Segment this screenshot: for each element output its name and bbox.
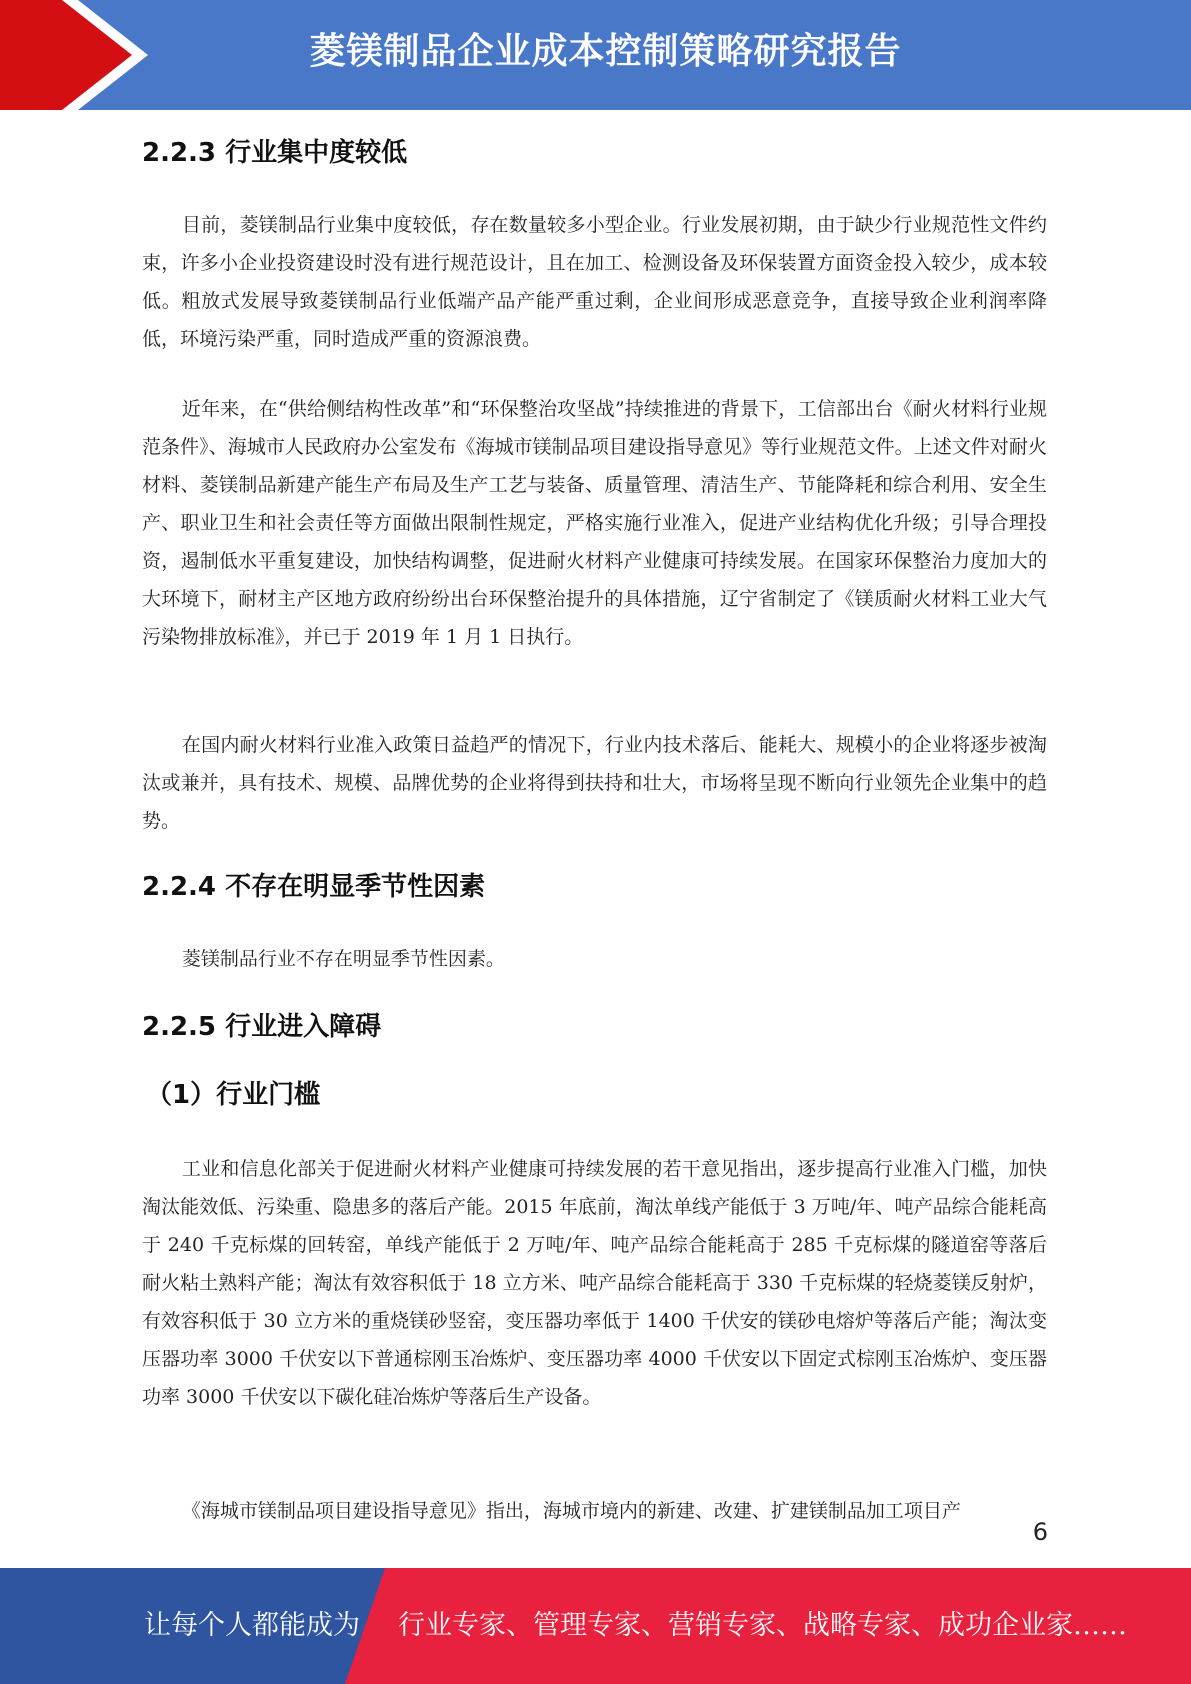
page-number: 6 bbox=[1032, 1518, 1048, 1546]
paragraph: 工业和信息化部关于促进耐火材料产业健康可持续发展的若干意见指出，逐步提高行业准入门槛，加快淘汰能效低、污染重、隐患多的落后产能。2015 年底前，淘汰单线产能低于 3 万吨/年、吨产品综合能耗高于 240 千克标煤的回转窑，单线产能低于 2 万吨/年、吨产品综合能耗高于 285 千克标煤的隧道窑等落后耐火粘土熟料产能；淘汰有效容积低于 18 立方米、吨产品综合能耗高于 330 千克标煤的轻烧菱镁反射炉，有效容积低于 30 立方米的重烧镁砂竖窑，变压器功率低于 1400 千伏安的镁砂电熔炉等落后产能；淘汰变压器功率 3000 千伏安以下普通棕刚玉冶炼炉、变压器功率 4000 千伏安以下固定式棕刚玉冶炼炉、变压器功率 3000 千伏安以下碳化硅冶炼炉等落后生产设备。 bbox=[142, 1158, 1047, 1408]
section-heading-2-2-4: 2.2.4 不存在明显季节性因素 bbox=[142, 872, 486, 902]
report-title: 菱镁制品企业成本控制策略研究报告 bbox=[309, 31, 902, 72]
section-heading-2-2-3: 2.2.3 行业集中度较低 bbox=[142, 138, 408, 168]
paragraph: 在国内耐火材料行业准入政策日益趋严的情况下，行业内技术落后、能耗大、规模小的企业将逐步被淘汰或兼并，具有技术、规模、品牌优势的企业将得到扶持和壮大，市场将呈现不断向行业领先企业集中的趋势。 bbox=[142, 734, 1047, 832]
page-footer bbox=[0, 1568, 1191, 1684]
footer-slogan-left: 让每个人都能成为 bbox=[144, 1610, 360, 1641]
footer-slogan-right: 行业专家、管理专家、营销专家、战略专家、成功企业家…… bbox=[398, 1610, 1127, 1641]
page-header bbox=[0, 0, 1191, 110]
subsection-heading-industry-threshold: （1）行业门槛 bbox=[146, 1080, 321, 1110]
paragraph: 目前，菱镁制品行业集中度较低，存在数量较多小型企业。行业发展初期，由于缺少行业规范性文件约束，许多小企业投资建设时没有进行规范设计，且在加工、检测设备及环保装置方面资金投入较少，成本较低。粗放式发展导致菱镁制品行业低端产品产能严重过剩，企业间形成恶意竞争，直接导致企业利润率降低，环境污染严重，同时造成严重的资源浪费。 bbox=[142, 214, 1047, 350]
section-heading-2-2-5: 2.2.5 行业进入障碍 bbox=[142, 1012, 382, 1042]
paragraph: 《海城市镁制品项目建设指导意见》指出，海城市境内的新建、改建、扩建镁制品加工项目产 bbox=[181, 1500, 961, 1522]
paragraph: 近年来，在“供给侧结构性改革”和“环保整治攻坚战”持续推进的背景下，工信部出台《耐火材料行业规范条件》、海城市人民政府办公室发布《海城市镁制品项目建设指导意见》等行业规范文件。上述文件对耐火材料、菱镁制品新建产能生产布局及生产工艺与装备、质量管理、清洁生产、节能降耗和综合利用、安全生产、职业卫生和社会责任等方面做出限制性规定，严格实施行业准入，促进产业结构优化升级；引导合理投资，遏制低水平重复建设，加快结构调整，促进耐火材料产业健康可持续发展。在国家环保整治力度加大的大环境下，耐材主产区地方政府纷纷出台环保整治提升的具体措施，辽宁省制定了《镁质耐火材料工业大气污染物排放标准》，并已于 2019 年 1 月 1 日执行。 bbox=[142, 398, 1047, 648]
paragraph: 菱镁制品行业不存在明显季节性因素。 bbox=[181, 948, 505, 970]
